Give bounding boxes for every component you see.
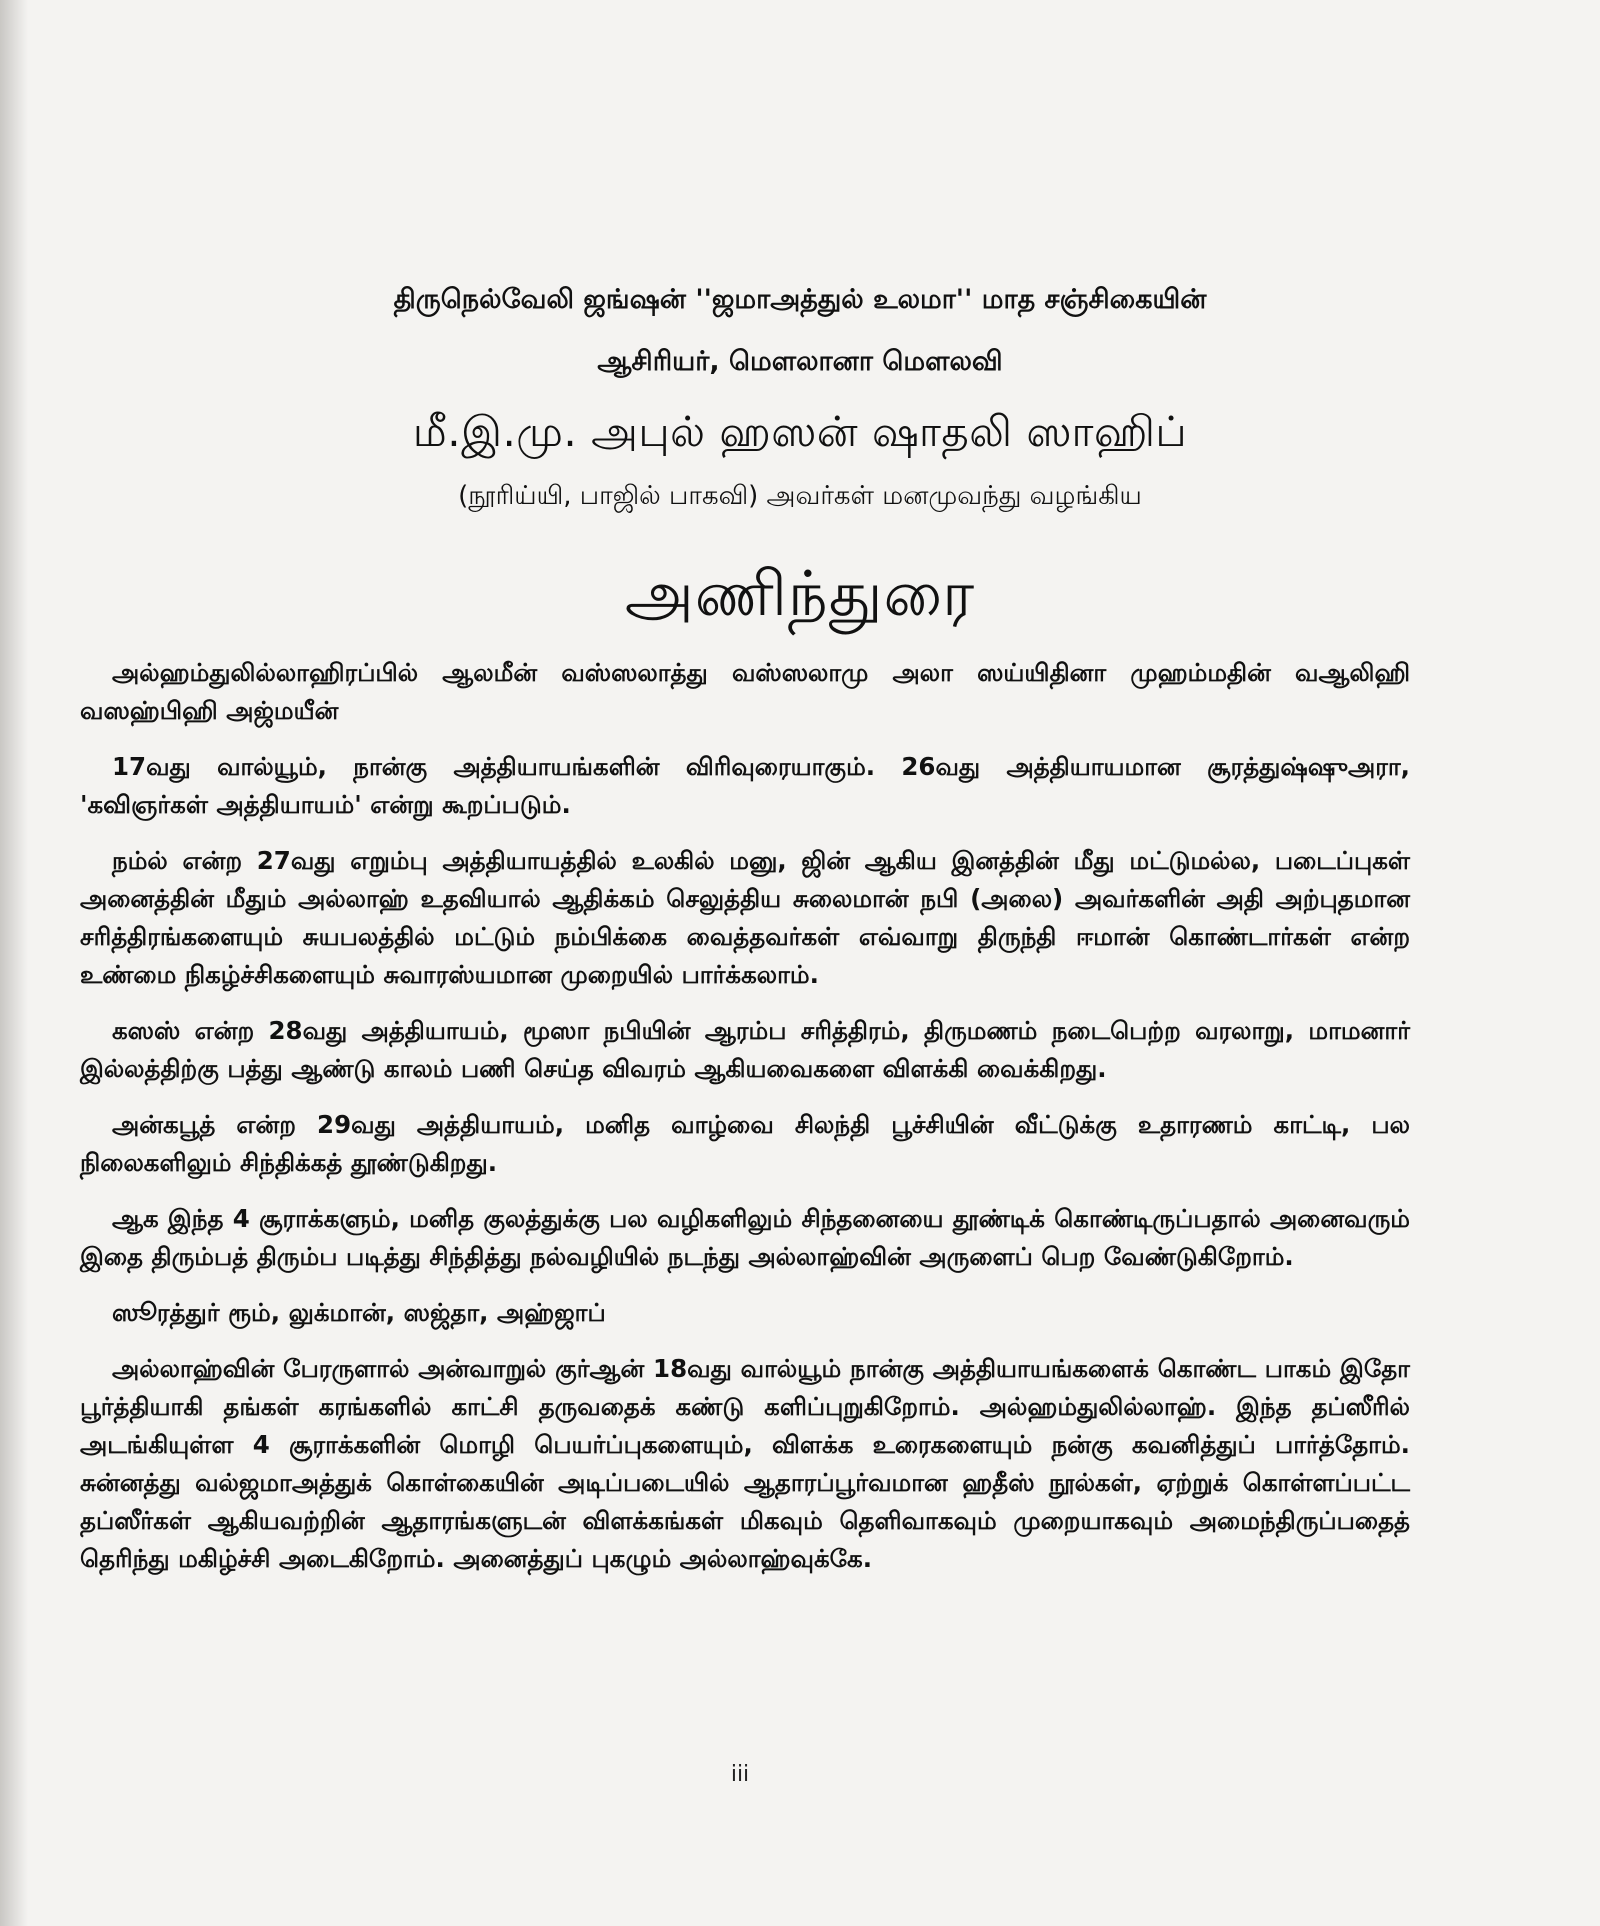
- paragraph-summary: ஆக இந்த 4 சூராக்களும், மனித குலத்துக்கு பல வழிகளிலும் சிந்தனையை தூண்டிக் கொண்டிருப்பதால் அனைவரும் இதை திரும்பத் திரும்ப படித்து சிந்தித்து நல்வழியில் நடந்து அல்லாஹ்வின் அருளைப் பெற வேண்டுகிறோம்.: [80, 1204, 1410, 1271]
- surah-subheading: ஸூரத்துர் ரூம், லுக்மான், ஸஜ்தா, அஹ்ஜாப்: [112, 1298, 606, 1327]
- foreword-header: [60, 278, 1540, 634]
- paragraph-qasas: கஸஸ் என்ற 28வது அத்தியாயம், மூஸா நபியின் ஆரம்ப சரித்திரம், திருமணம் நடைபெற்ற வரலாறு, மாமனார் இல்லத்திற்கு பத்து ஆண்டு காலம் பணி செய்த விவரம் ஆகியவைகளை விளக்கி வைக்கிறது.: [80, 1016, 1410, 1083]
- author-name: மீ.இ.மு. அபுல் ஹஸன் ஷாதலி ஸாஹிப்: [412, 407, 1188, 456]
- header-journal-line: திருநெல்வேலி ஜங்ஷன் ''ஜமாஅத்துல் உலமா'' மாத சஞ்சிகையின்: [393, 284, 1207, 315]
- paragraph-naml: நம்ல் என்ற 27வது எறும்பு அத்தியாயத்தில் உலகில் மனு, ஜின் ஆகிய இனத்தின் மீது மட்டுமல்ல, படைப்புகள் அனைத்தின் மீதும் அல்லாஹ் உதவியால் ஆதிக்கம் செலுத்திய சுலைமான் நபி (அலை) அவர்களின் அதி அற்புதமான சரித்திரங்களையும் சுயபலத்தில் மட்டும் நம்பிக்கை வைத்தவர்கள் எவ்வாறு திருந்தி ஈமான் கொண்டார்கள் என்ற உண்மை நிகழ்ச்சிகளையும் சுவாரஸ்யமான முறையில் பார்க்கலாம்.: [80, 846, 1410, 989]
- page-title: அணிந்துரை: [624, 557, 976, 630]
- paragraph-opening-dua: அல்ஹம்துலில்லாஹிரப்பில் ஆலமீன் வஸ்ஸலாத்து வஸ்ஸலாமு அலா ஸய்யிதினா முஹம்மதின் வஆலிஹி வஸஹ்பிஹி அஜ்மயீன்: [80, 658, 1410, 725]
- page-edge-shadow: [0, 0, 28, 1926]
- foreword-body: [80, 654, 1410, 1596]
- paragraph-volume-intro: 17வது வால்யூம், நான்கு அத்தியாயங்களின் விரிவுரையாகும். 26வது அத்தியாயமான சூரத்துஷ்ஷுஅரா, 'கவிஞர்கள் அத்தியாயம்' என்று கூறப்படும்.: [80, 752, 1410, 819]
- author-credentials: (நூரிய்யி, பாஜில் பாகவி) அவர்கள் மனமுவந்து வழங்கிய: [458, 481, 1142, 511]
- header-editor-line: ஆசிரியர், மௌலானா மௌலவி: [597, 346, 1003, 377]
- page-number: iii: [730, 1762, 750, 1787]
- paragraph-closing: அல்லாஹ்வின் பேரருளால் அன்வாறுல் குர்ஆன் 18வது வால்யூம் நான்கு அத்தியாயங்களைக் கொண்ட பாகம் இதோ பூர்த்தியாகி தங்கள் கரங்களில் காட்சி தருவதைக் கண்டு களிப்புறுகிறோம். அல்ஹம்துலில்லாஹ். இந்த தப்ஸீரில் அடங்கியுள்ள 4 சூராக்களின் மொழி பெயர்ப்புகளையும், விளக்க உரைகளையும் நன்கு கவனித்துப் பார்த்தோம். சுன்னத்து வல்ஜமாஅத்துக் கொள்கையின் அடிப்படையில் ஆதாரப்பூர்வமான ஹதீஸ் நூல்கள், ஏற்றுக் கொள்ளப்பட்ட தப்ஸீர்கள் ஆகியவற்றின் ஆதாரங்களுடன் விளக்கங்கள் மிகவும் தெளிவாகவும் முறையாகவும் அமைந்திருப்பதைத் தெரிந்து மகிழ்ச்சி அடைகிறோம். அனைத்துப் புகழும் அல்லாஹ்வுக்கே.: [80, 1354, 1410, 1573]
- paragraph-ankabut: அன்கபூத் என்ற 29வது அத்தியாயம், மனித வாழ்வை சிலந்தி பூச்சியின் வீட்டுக்கு உதாரணம் காட்டி, பல நிலைகளிலும் சிந்திக்கத் தூண்டுகிறது.: [80, 1110, 1410, 1177]
